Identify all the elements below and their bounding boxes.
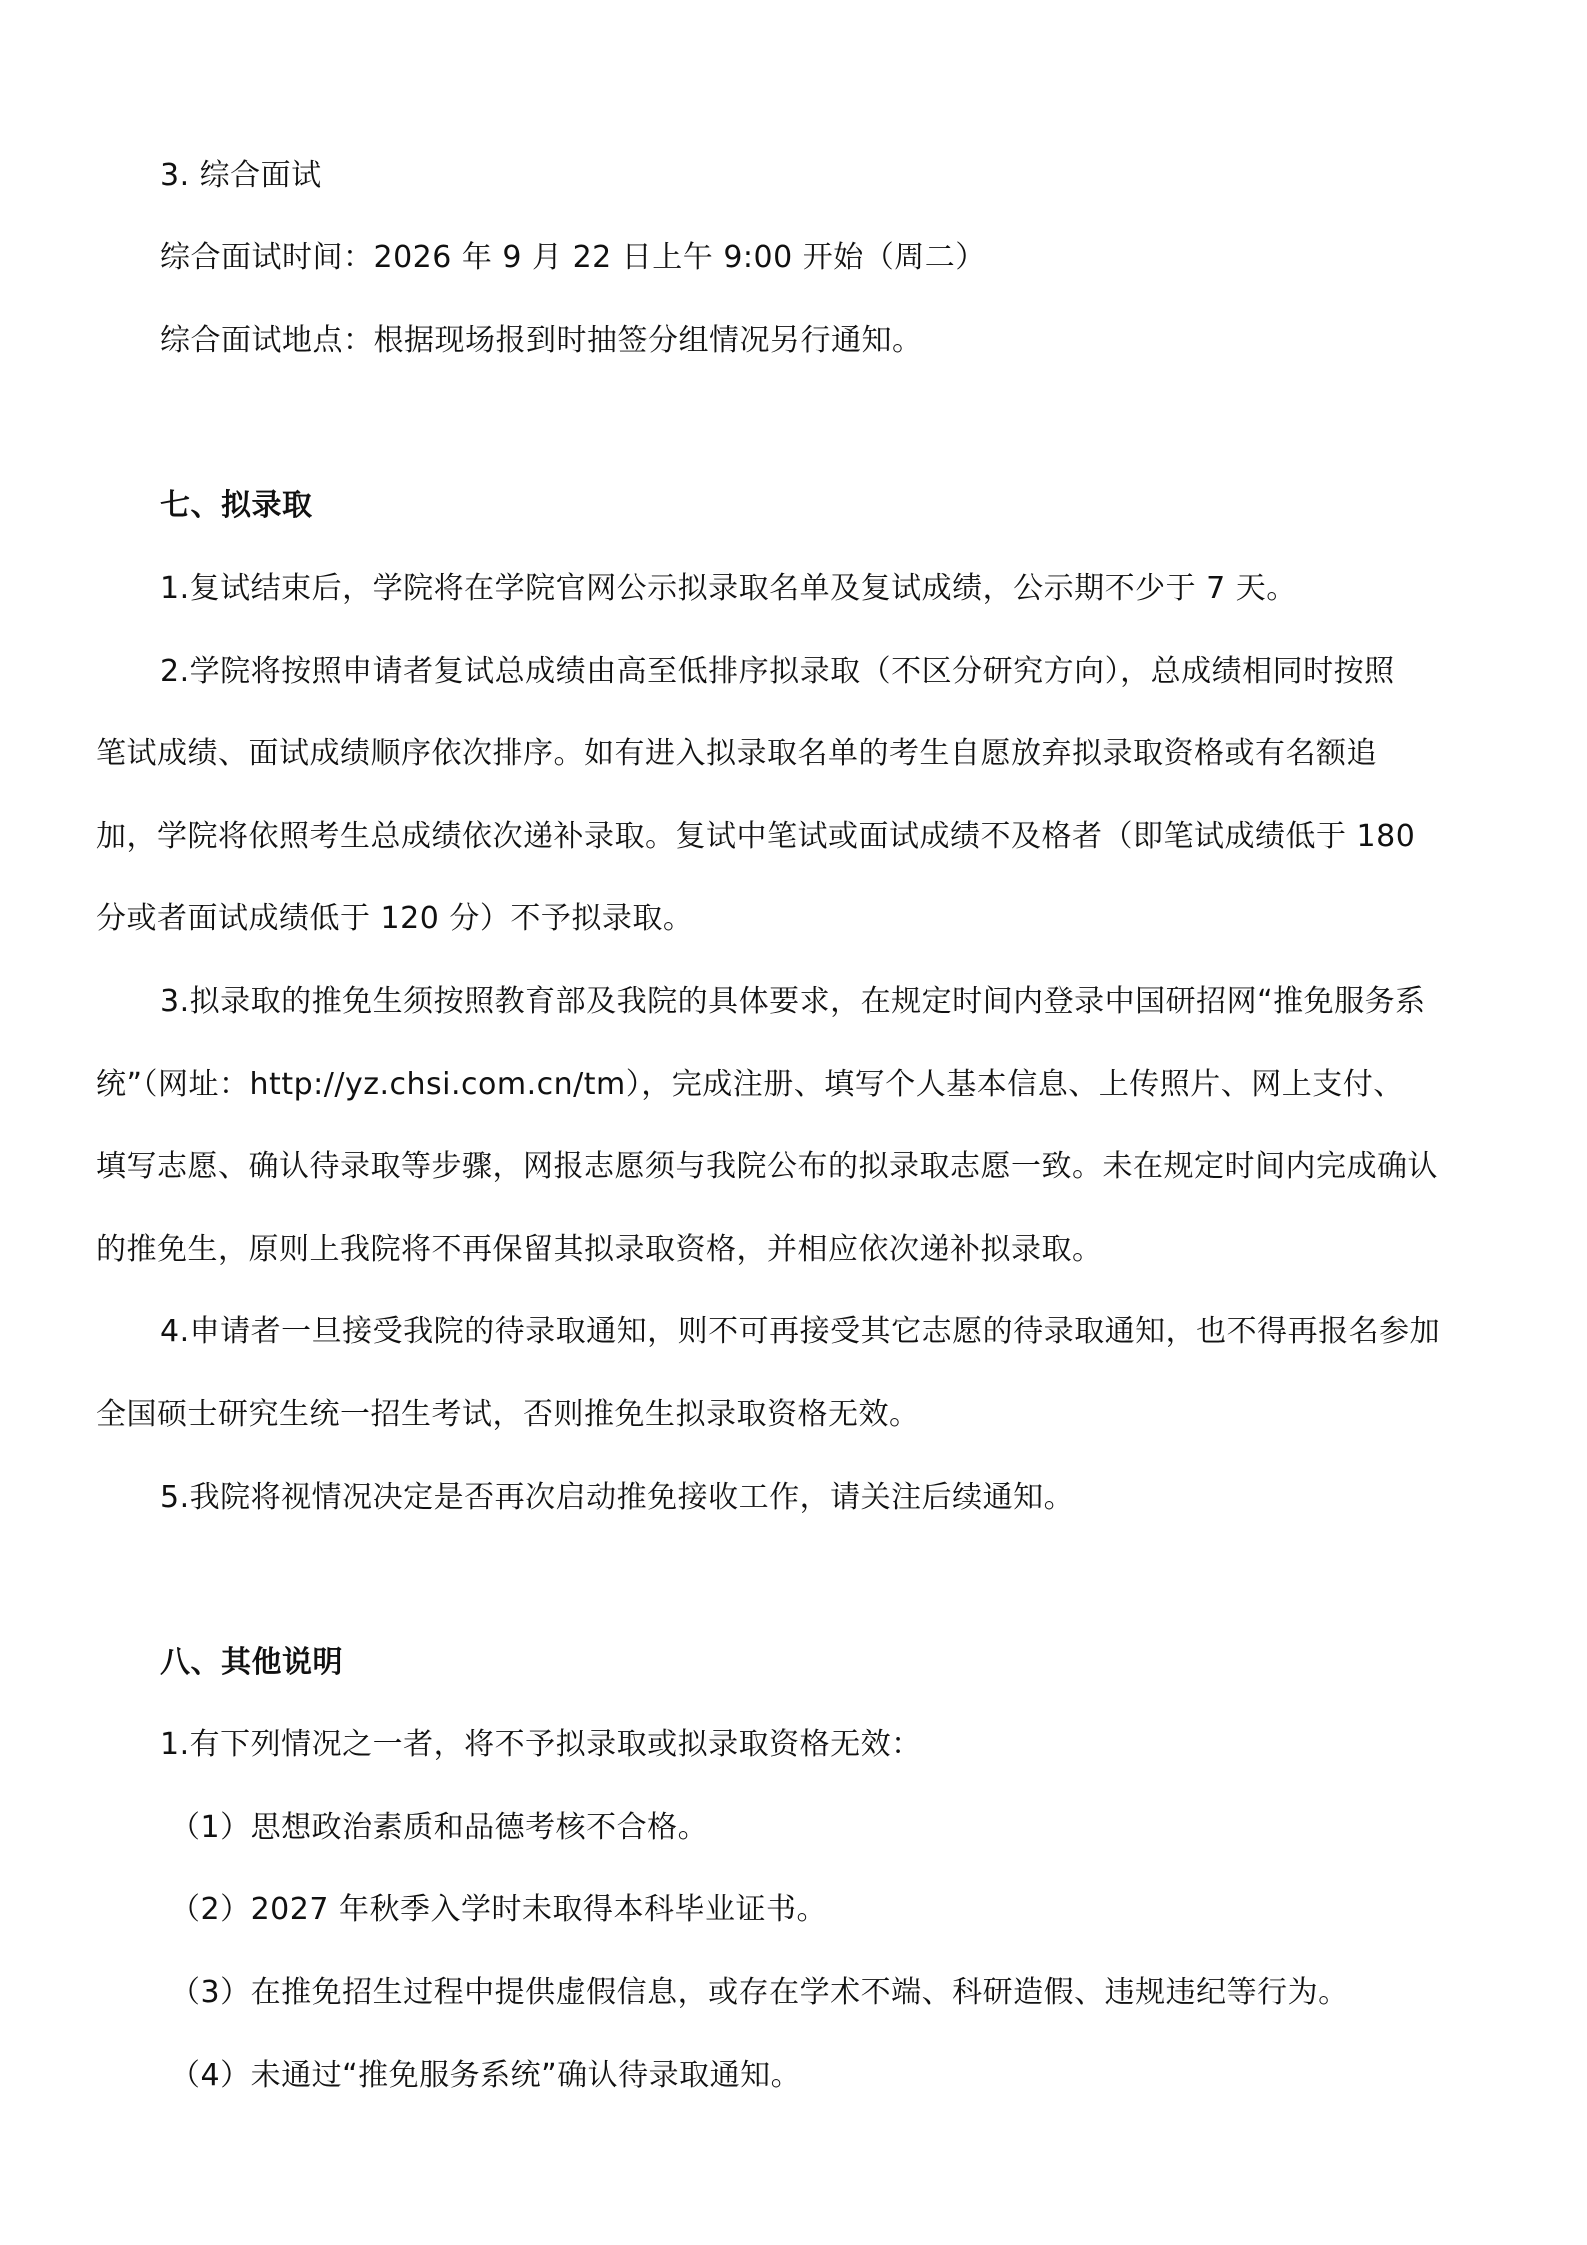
- list-item: （2）2027 年秋季入学时未取得本科毕业证书。: [170, 1892, 827, 1927]
- list-item: （4）未通过“推免服务系统”确认待录取通知。: [170, 2058, 802, 2093]
- list-item: （3）在推免招生过程中提供虚假信息，或存在学术不端、科研造假、违规违纪等行为。: [170, 1975, 1349, 2010]
- interview-time: 综合面试时间：2026 年 9 月 22 日上午 9:00 开始（周二）: [160, 240, 986, 275]
- list-item: （1）思想政治素质和品德考核不合格。: [170, 1810, 709, 1845]
- admission-paragraph-2-line: 分或者面试成绩低于 120 分）不予拟录取。: [96, 901, 694, 936]
- admission-paragraph-4-line: 全国硕士研究生统一招生考试，否则推免生拟录取资格无效。: [96, 1397, 920, 1432]
- interview-item-title: 3. 综合面试: [160, 158, 322, 193]
- admission-paragraph-3-line: 3.拟录取的推免生须按照教育部及我院的具体要求，在规定时间内登录中国研招网“推免服务系: [160, 984, 1426, 1019]
- admission-paragraph-3-line: 的推免生，原则上我院将不再保留其拟录取资格，并相应依次递补拟录取。: [96, 1232, 1103, 1267]
- admission-paragraph-5: 5.我院将视情况决定是否再次启动推免接收工作，请关注后续通知。: [160, 1480, 1075, 1515]
- admission-paragraph-2-line: 加，学院将依照考生总成绩依次递补录取。复试中笔试或面试成绩不及格者（即笔试成绩低于 180: [96, 819, 1416, 854]
- admission-paragraph-2-line: 2.学院将按照申请者复试总成绩由高至低排序拟录取（不区分研究方向），总成绩相同时按照: [160, 654, 1395, 689]
- admission-paragraph-4-line: 4.申请者一旦接受我院的待录取通知，则不可再接受其它志愿的待录取通知，也不得再报名参加: [160, 1314, 1441, 1349]
- interview-location: 综合面试地点：根据现场报到时抽签分组情况另行通知。: [160, 323, 923, 358]
- admission-paragraph-3-line: 统”（网址：http://yz.chsi.com.cn/tm），完成注册、填写个人基本信息、上传照片、网上支付、: [96, 1067, 1404, 1102]
- admission-paragraph-2-line: 笔试成绩、面试成绩顺序依次排序。如有进入拟录取名单的考生自愿放弃拟录取资格或有名额追: [96, 736, 1377, 771]
- other-paragraph-1: 1.有下列情况之一者，将不予拟录取或拟录取资格无效：: [160, 1727, 922, 1762]
- admission-paragraph-3-line: 填写志愿、确认待录取等步骤，网报志愿须与我院公布的拟录取志愿一致。未在规定时间内完成确认: [96, 1149, 1438, 1184]
- section-heading-other: 八、其他说明: [160, 1645, 343, 1680]
- admission-paragraph-1: 1.复试结束后，学院将在学院官网公示拟录取名单及复试成绩，公示期不少于 7 天。: [160, 571, 1297, 606]
- section-heading-admission: 七、拟录取: [160, 488, 313, 523]
